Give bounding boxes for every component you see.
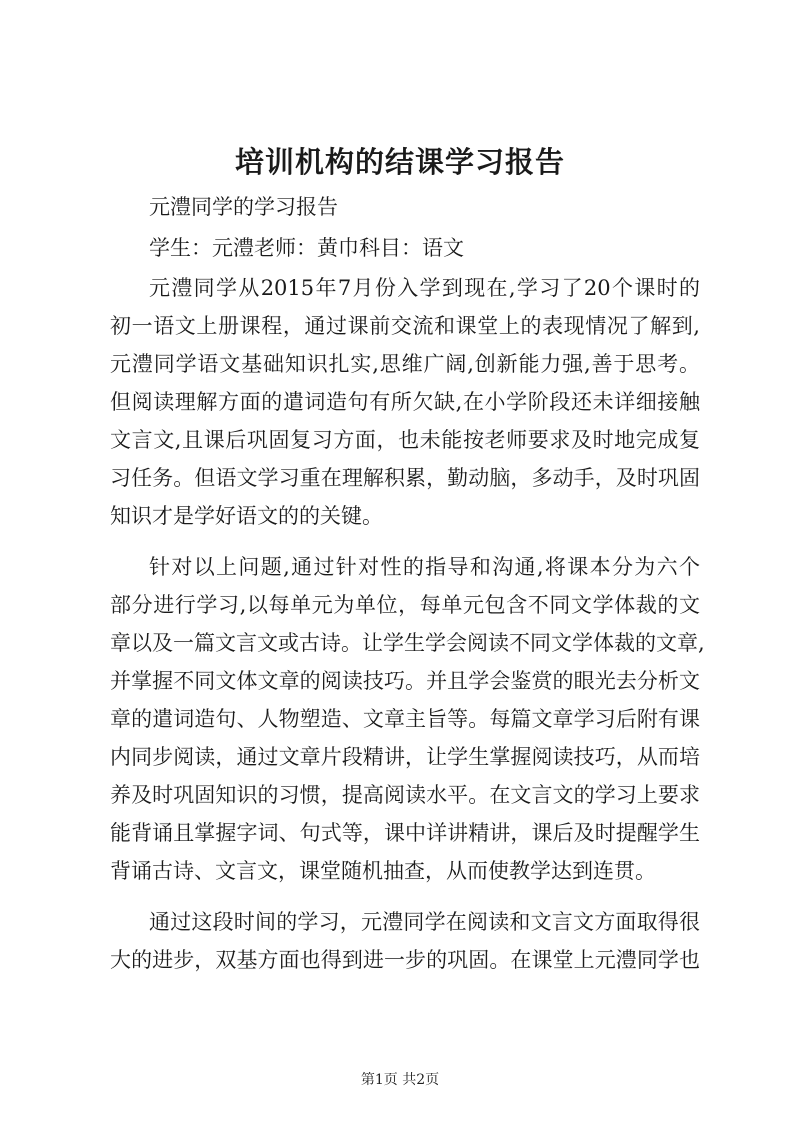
paragraph-line: 章的遣词造句、人物塑造、文章主旨等。每篇文章学习后附有课 (110, 707, 700, 731)
paragraph-line: 养及时巩固知识的习惯，提高阅读水平。在文言文的学习上要求 (110, 783, 700, 807)
paragraph-line: 内同步阅读，通过文章片段精讲，让学生掌握阅读技巧，从而培 (110, 745, 700, 769)
report-meta-line: 学生：元澧老师：黄巾科目：语文 (149, 236, 464, 260)
paragraph-line: 元澧同学从2015年7月份入学到现在,学习了20个课时的 (149, 276, 700, 300)
paragraph-line: 元澧同学语文基础知识扎实,思维广阔,创新能力强,善于思考。 (110, 352, 700, 376)
paragraph-line: 能背诵且掌握字词、句式等，课中详讲精讲，课后及时提醒学生 (110, 821, 700, 845)
paragraph-line: 并掌握不同文体文章的阅读技巧。并且学会鉴赏的眼光去分析文 (110, 669, 700, 693)
paragraph-line: 通过这段时间的学习，元澧同学在阅读和文言文方面取得很 (149, 910, 700, 934)
paragraph-line: 部分进行学习,以每单元为单位，每单元包含不同文学体裁的文 (110, 593, 700, 617)
paragraph-line: 初一语文上册课程，通过课前交流和课堂上的表现情况了解到, (110, 314, 700, 338)
paragraph-line: 但阅读理解方面的遣词造句有所欠缺,在小学阶段还未详细接触 (110, 390, 700, 414)
paragraph-line: 习任务。但语文学习重在理解积累，勤动脑，多动手，及时巩固 (110, 466, 700, 490)
paragraph-line: 大的进步，双基方面也得到进一步的巩固。在课堂上元澧同学也 (110, 948, 700, 972)
page-number-footer: 第1页 共2页 (360, 1072, 440, 1088)
document-title: 培训机构的结课学习报告 (234, 145, 565, 179)
paragraph-line: 章以及一篇文言文或古诗。让学生学会阅读不同文学体裁的文章, (110, 631, 705, 655)
paragraph-line: 知识才是学好语文的的关键。 (110, 504, 383, 528)
paragraph-line: 文言文,且课后巩固复习方面，也未能按老师要求及时地完成复 (110, 428, 700, 452)
paragraph-line: 针对以上问题,通过针对性的指导和沟通,将课本分为六个 (149, 555, 700, 579)
paragraph-line: 背诵古诗、文言文，课堂随机抽查，从而使教学达到连贯。 (110, 859, 656, 883)
report-subtitle: 元澧同学的学习报告 (149, 195, 338, 219)
